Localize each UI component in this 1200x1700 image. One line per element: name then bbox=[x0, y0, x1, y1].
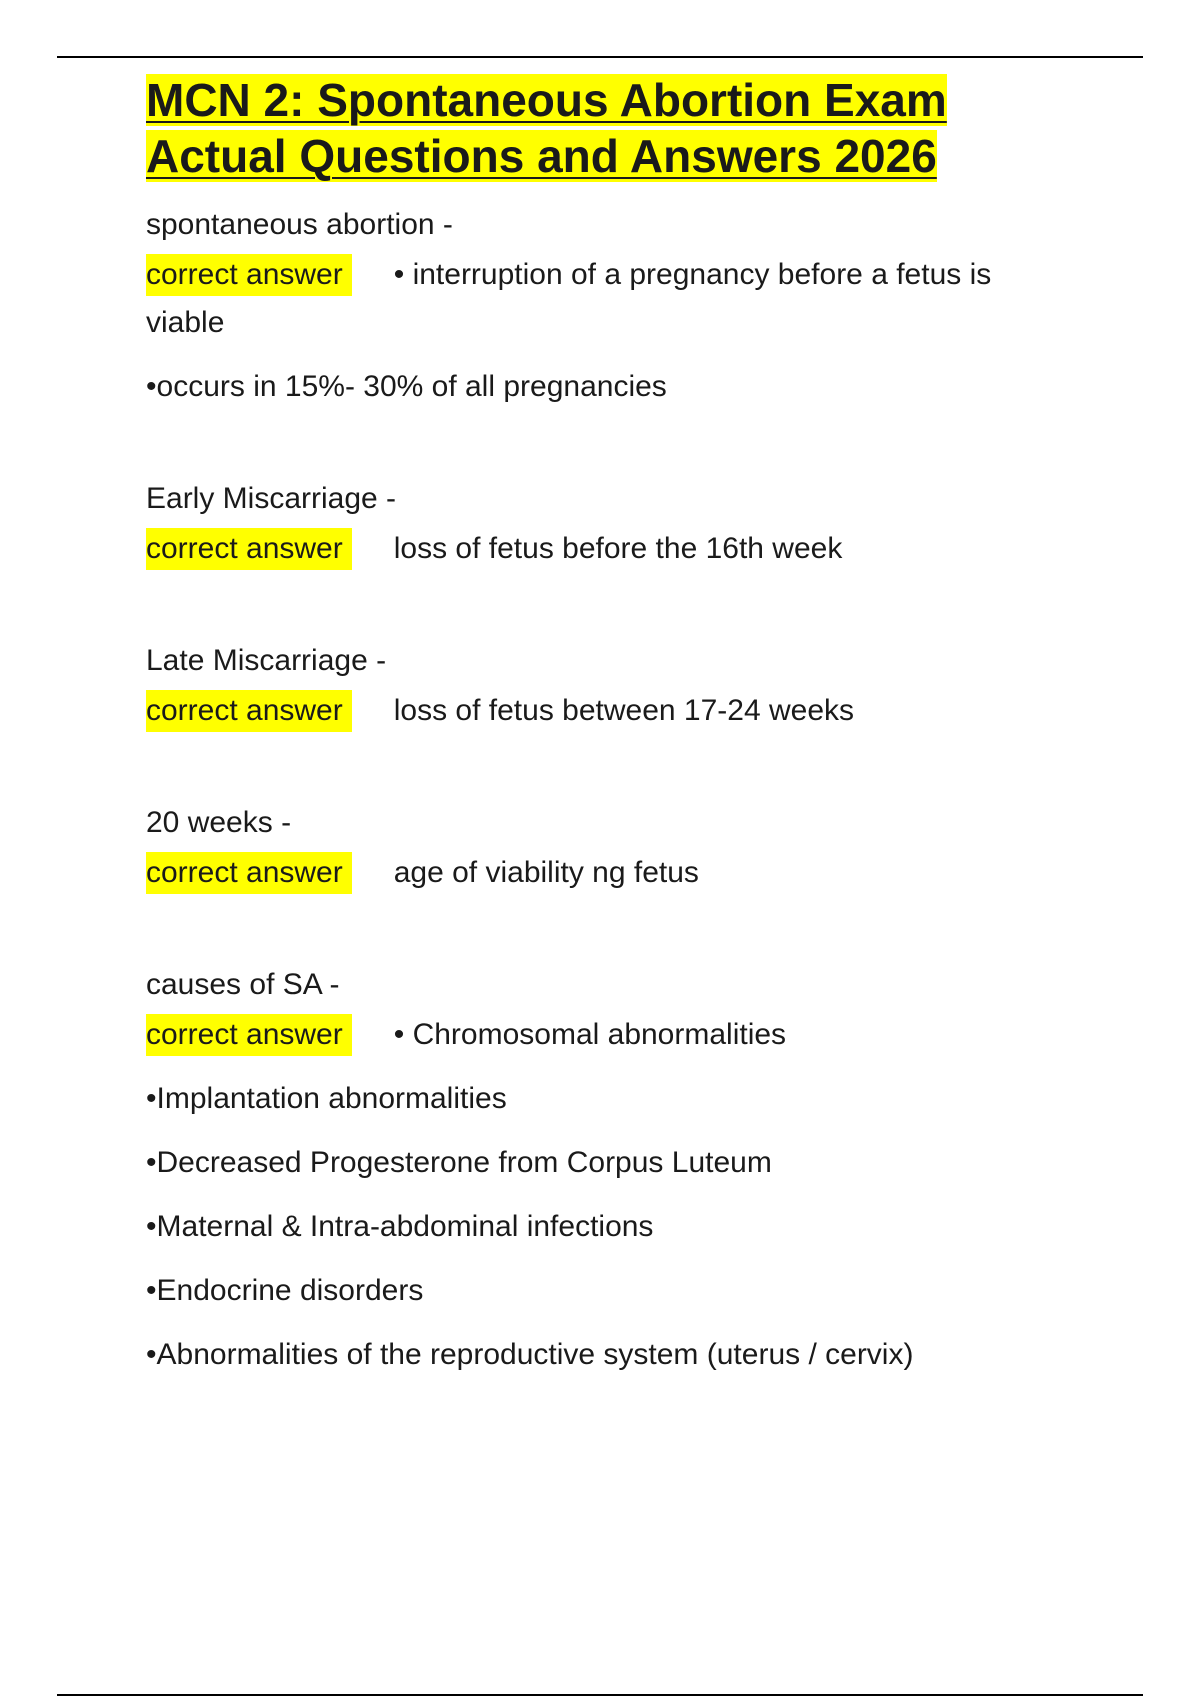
answer-bullet: • occurs in 15%- 30% of all pregnancies bbox=[146, 366, 1066, 408]
top-rule bbox=[57, 56, 1143, 58]
document-body bbox=[146, 72, 1066, 1446]
correct-answer-tag: correct answer bbox=[146, 852, 352, 894]
answer-line bbox=[146, 1014, 1066, 1056]
correct-answer-tag: correct answer bbox=[146, 690, 352, 732]
question-text: 20 weeks - bbox=[146, 806, 292, 839]
title-line-1: MCN 2: Spontaneous Abortion Exam bbox=[146, 74, 947, 126]
answer-bullet: • Endocrine disorders bbox=[146, 1270, 1066, 1312]
answer-text: loss of fetus between 17-24 weeks bbox=[393, 694, 855, 727]
question-text: Early Miscarriage - bbox=[146, 482, 397, 515]
bottom-rule bbox=[57, 1694, 1143, 1696]
correct-answer-tag: correct answer bbox=[146, 528, 352, 570]
answer-text: age of viability ng fetus bbox=[393, 856, 699, 889]
correct-answer-tag: correct answer bbox=[146, 1014, 352, 1056]
answer-text: • Chromosomal abnormalities bbox=[393, 1018, 787, 1051]
qa-entry bbox=[146, 964, 1066, 1376]
answer-line bbox=[146, 254, 1066, 296]
answer-line bbox=[146, 852, 1066, 894]
answer-line bbox=[146, 690, 1066, 732]
question-text: Late Miscarriage - bbox=[146, 644, 387, 677]
question-text: causes of SA - bbox=[146, 968, 340, 1001]
answer-line bbox=[146, 528, 1066, 570]
answer-bullet: • Abnormalities of the reproductive system (uterus / cervix) bbox=[146, 1334, 1066, 1376]
answer-bullet: • Maternal & Intra-abdominal infections bbox=[146, 1206, 1066, 1248]
qa-entry bbox=[146, 640, 1066, 732]
answer-bullet: • Implantation abnormalities bbox=[146, 1078, 1066, 1120]
answer-bullet: • Decreased Progesterone from Corpus Luteum bbox=[146, 1142, 1066, 1184]
question-text: spontaneous abortion - bbox=[146, 208, 453, 241]
qa-entry bbox=[146, 204, 1066, 408]
page-title bbox=[146, 72, 1066, 184]
qa-entry bbox=[146, 478, 1066, 570]
correct-answer-tag: correct answer bbox=[146, 254, 352, 296]
qa-entry bbox=[146, 802, 1066, 894]
title-line-2: Actual Questions and Answers 2026 bbox=[146, 130, 937, 182]
answer-text: • interruption of a pregnancy before a fetus is bbox=[393, 258, 992, 291]
answer-text: loss of fetus before the 16th week bbox=[393, 532, 843, 565]
answer-continuation: viable bbox=[146, 306, 225, 339]
